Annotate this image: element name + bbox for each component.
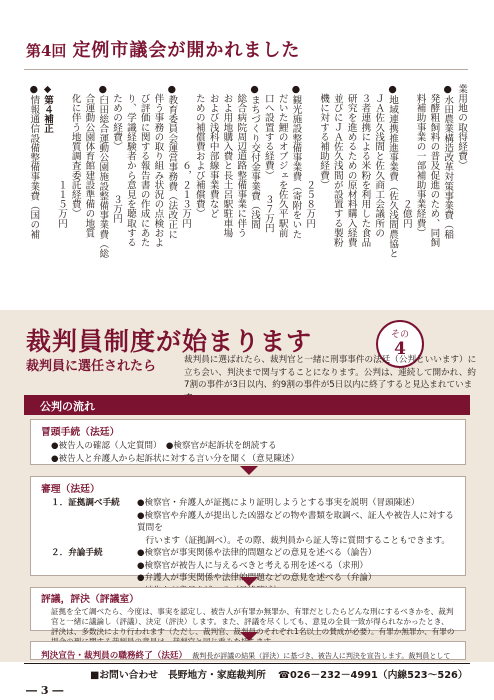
budget-item-line: ための補償費および補償費） [193,84,205,219]
step-trial-heading: 審理（法廷） [41,484,100,495]
budget-item-line: だいた鯉のオブジェを佐久平駅前 [276,84,288,238]
evidence-line: ●検察官・弁護人が証拠により証明しようとする事実を説明（冒頭陳述） [137,498,420,508]
step-sentencing-text: 裁判長が評議の結果（評決）に基づき、被告人に判決を宣告します。裁判員として [192,652,451,660]
budget-item-line: 機に対する補助経費） [318,84,330,190]
saibanin-subtitle: 裁判員に選任されたら [26,359,157,374]
page-number: ― 3 ― [26,684,64,697]
flow-header-label: 公判の流れ [40,400,95,413]
budget-items-vertical-text [28,84,468,306]
contact-info [90,667,480,681]
step-trial [30,476,466,583]
flow-header-bar [24,395,470,415]
budget-item-line: およ用地購入費と長土呂駅駐車場 [221,84,233,238]
budget-item-line: ●教育委員会運営事務費（法改正に [166,84,178,239]
budget-item-line: ６，２１３万円 [180,84,192,228]
evidence-line: 行います（証拠調べ）。その際、裁判員から証人等に質問することもできます。 [137,535,450,546]
flow-arrow-down [240,632,258,641]
budget-item-line: 料補助事業の一部補助事業経費） [414,84,426,238]
step-opening-line: ●被告人と弁護人から起訴状に対する言い分を聞く（意見陳述） [51,453,300,464]
budget-item-line: ●まちづくり交付金事業費（浅間 [249,84,261,230]
budget-item-line: ●水田農業構造改革対策事業費（稲 [442,84,454,239]
budget-item-line: および浅科中部線事業費など [207,84,219,219]
evidence-procedure-label: １．証拠調べ手続 [51,498,120,508]
step-opening-line: ●被告人の確認（人定質問） ●検察官が起訴状を朗読する [51,441,277,451]
budget-item-line: 総合病院周辺道路整備事業に伴う [235,84,247,238]
budget-item-line: り、学識経験者から意見を聴取する [124,84,136,248]
budget-item-line: ＪＡ佐久浅間と佐久商工会議所の [373,84,385,238]
budget-item-line: 業用地の取得経費） [456,84,467,171]
article-title [26,36,466,66]
part-label: その [390,330,409,340]
argument-procedure-label: ２．弁論手続 [51,548,103,558]
budget-item-line: び評価に関する報告書の作成にあた [138,84,150,248]
flow-arrow-down [240,577,258,586]
budget-item-line: ●臼田総合運動公園施設整備事業費（総 [97,84,109,259]
step-opening [30,419,466,465]
step-opening-heading: 冒頭手続（法廷） [41,427,120,438]
budget-item-line: ２５８万円 [304,84,316,228]
argument-line: ●弁護人が事実関係や法律的問題などの意見を述べる（弁論） [137,573,377,583]
budget-item-line: 研究を進めるための原材料購入経費 [345,84,357,248]
argument-line: ●検察官が被告人に与えるべきと考える刑を述べる（求刑） [137,560,368,571]
budget-item-line: １１５万円 [55,84,67,228]
contact-phone: ☎026－232－4991（内線523～526） [277,670,468,681]
budget-item-line: ◆第４補正 [42,84,54,134]
budget-item-line: ●地域連携推進事業費（佐久浅間農協と [387,84,399,259]
flow-arrow-down [240,466,258,475]
session-title: 定例市議会が開かれました [72,40,301,61]
step-sentencing [30,641,466,660]
budget-item-line: 発酵粗飼料の普及促進のため、同飼 [428,84,440,248]
saibanin-title: 裁判員制度が始まります [26,327,313,356]
saibanin-intro: 裁判員に選ばれたら、裁判官と一緒に刑事事件の法廷（公判といいます）に立ち会い、判決まで関与することになります。公判は、連続して開かれ、約7割の事件が3日以内、約9割の事件が5日以内に終了すると見込まれていま [184,355,477,390]
budget-item-line: ●観光施設整備事業費（寄附をいた [290,84,302,239]
budget-item-line: 化に伴う地質調査委託経費） [69,84,81,219]
session-number: 第4回 [26,42,67,60]
footer-divider [24,663,470,664]
budget-item-line: 合運動公園体育館建設準備の地質 [83,84,95,238]
step-deliberation-text: 証拠を全て調べたら、今度は、事実を認定し、被告人が有罪か無罪か、有罪だとしたらどんな刑にするべきかを、裁判官と一緒に議論し（評議）、決定（評決）します。また、評議を尽くしても、意見の全員一致が得られなかったとき、評決は、多数決により行われます（ただし、裁判官、裁判員のそれぞれ1名以上の賛成が必要）。有罪か無罪か、有罪の [51,607,455,636]
budget-item-line: ３者連携による米粉を利用した食品 [359,84,371,248]
budget-item-line: 並びにＪＡ佐久浅間が設置する製粉 [331,84,343,248]
budget-item-line: ●情報通信設備整備事業費（国の補 [28,84,40,239]
step-sentencing-heading: 判決宣告・裁判員の職務終了（法廷） [41,651,188,660]
title-divider [24,69,468,70]
argument-line: ●検察官が事実関係や法律的問題などの意見を述べる（論告） [137,548,377,558]
budget-item-line: 口へ設置する経費） ３７万円 [262,84,274,233]
step-deliberation-heading: 評議，評決（評議室） [41,594,139,605]
budget-item-line: 伴う事務の取り組み状況の点検およ [152,84,164,248]
budget-item-line: ための経費） ３万円 [111,84,123,224]
part-number: 4 [394,339,406,359]
evidence-line: ●検察官や弁護人が提出した凶器などの物や書類を取調べ、証人や被告人に対する質問を [137,510,454,533]
contact-label: ■お問い合わせ 長野地方・家庭裁判所 [90,670,266,681]
budget-item-line: ２億円 [400,84,412,228]
step-deliberation-sentencing [30,587,466,636]
